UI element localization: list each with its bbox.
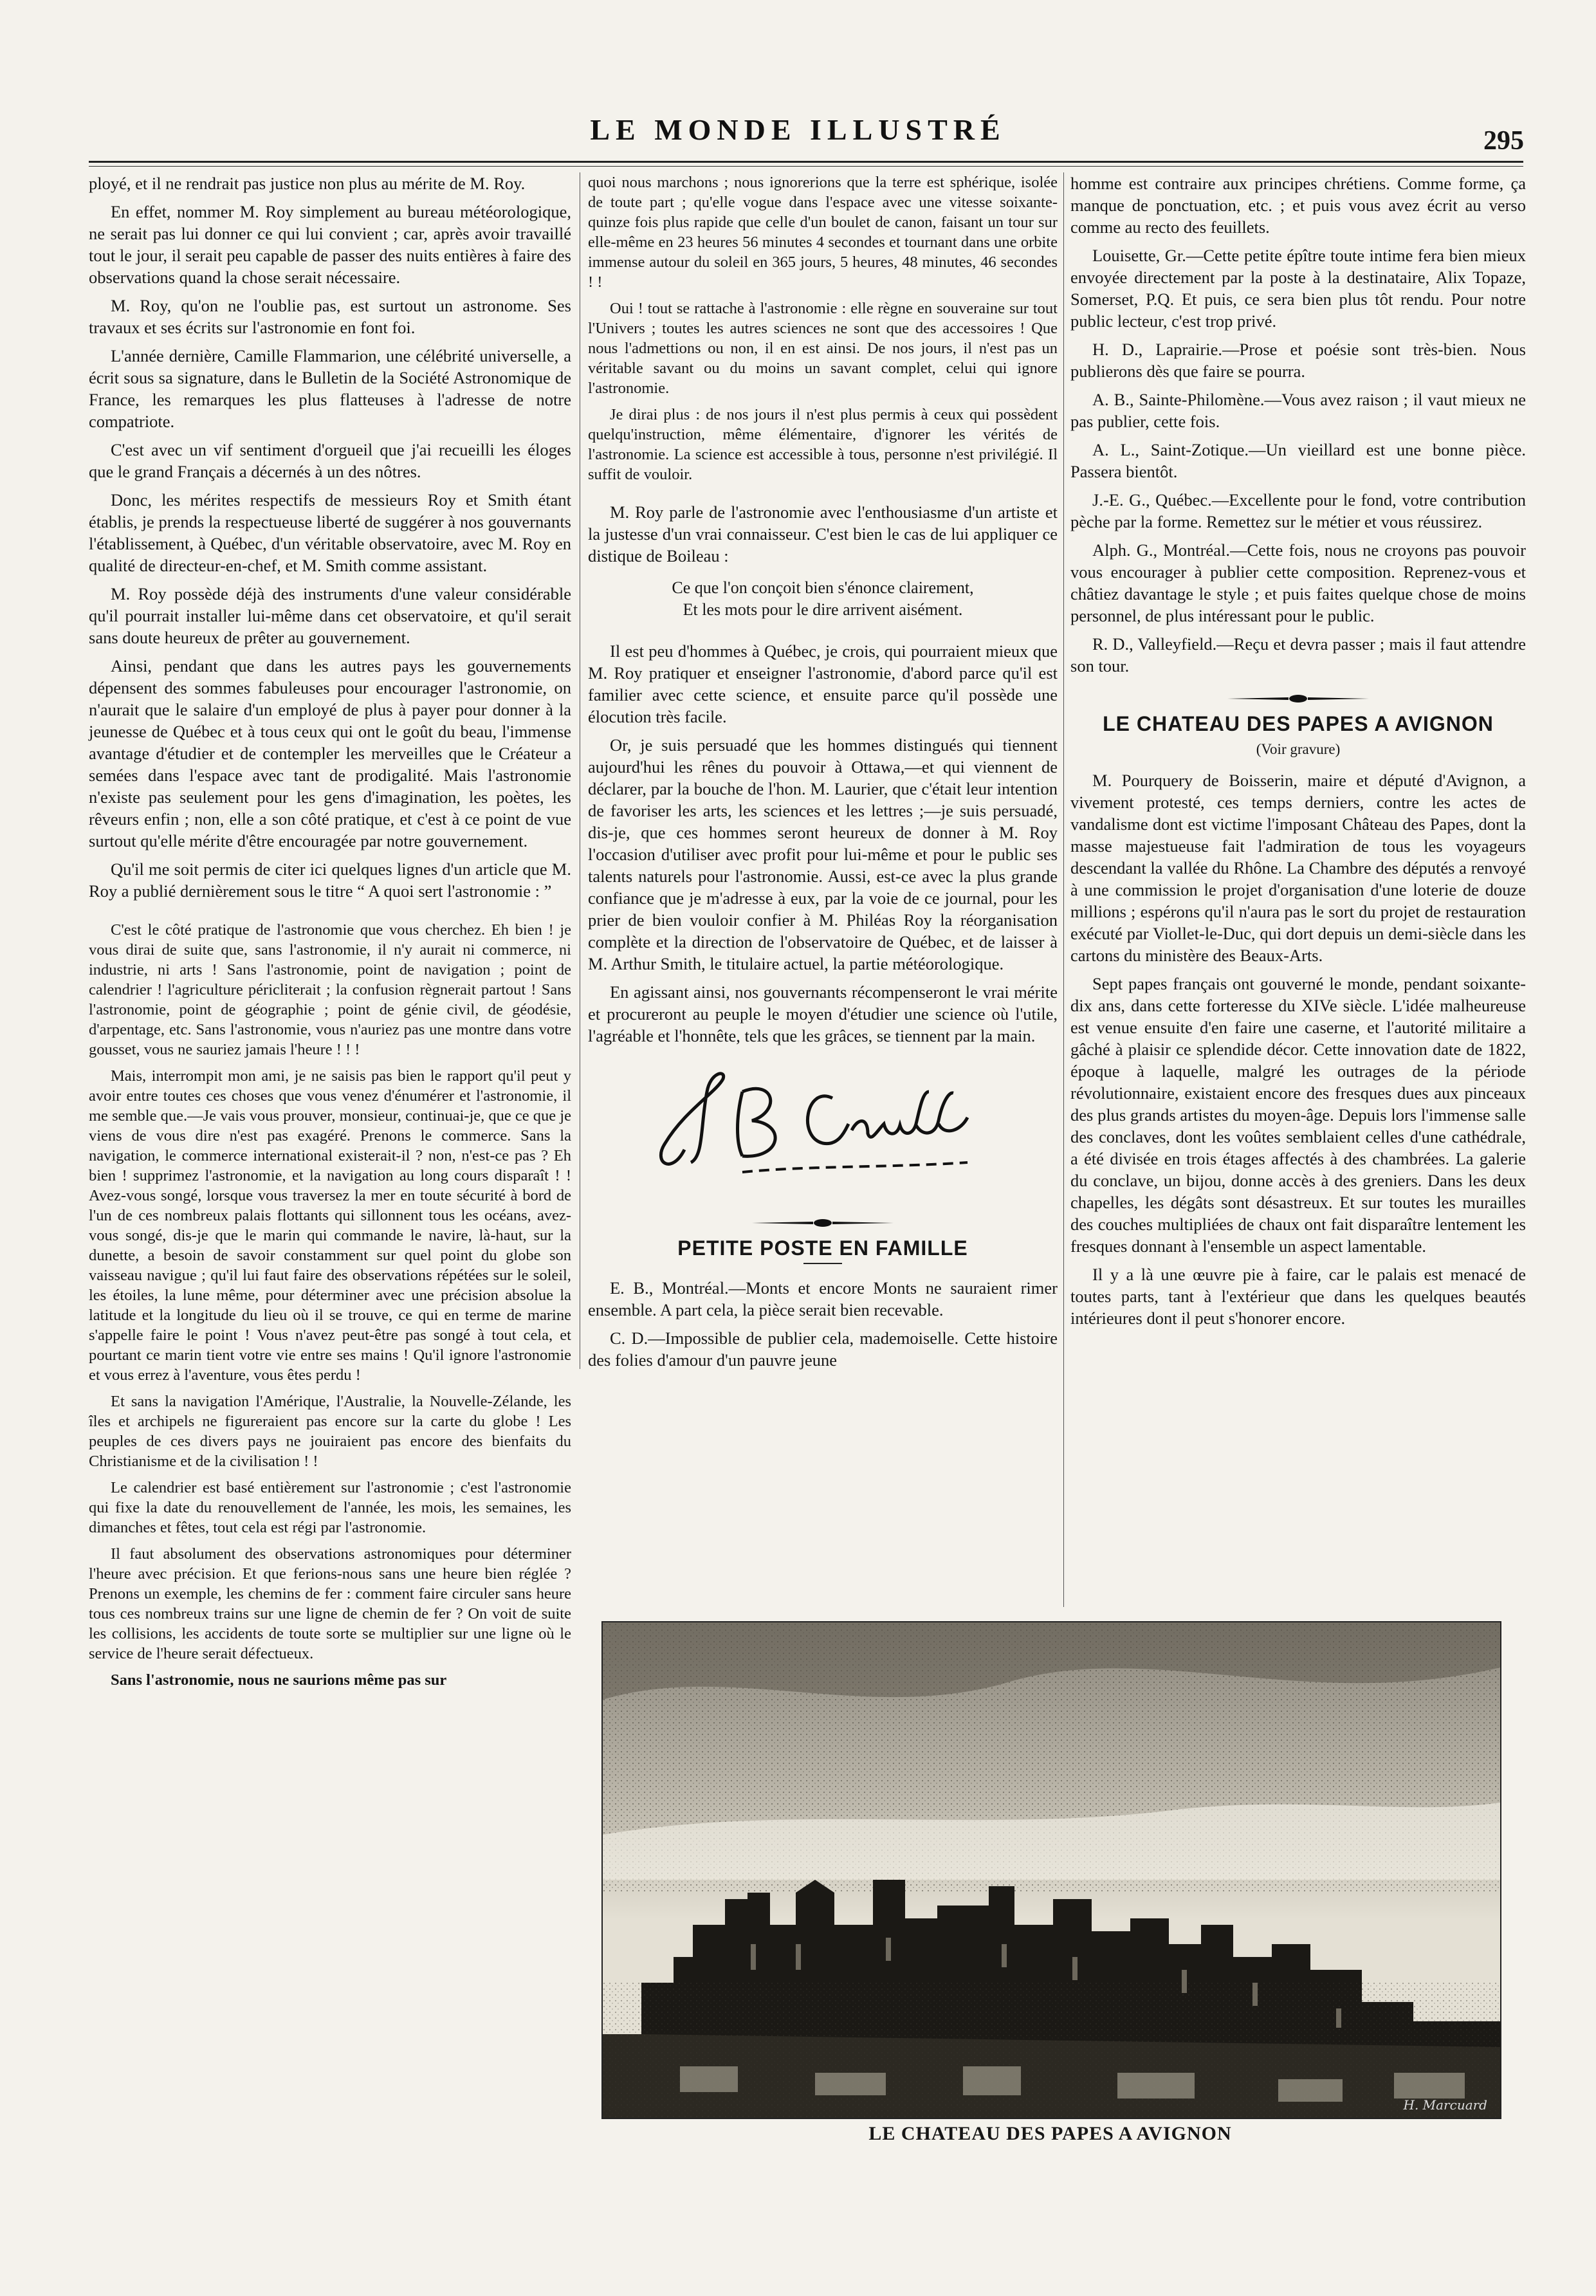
quoted-paragraph: quoi nous marchons ; nous ignorerions que la terre est sphérique, isolée de toute part ; qu'elle vogue dans l'espace avec une vitesse soixante-quinze fois plus rapide que celle d'un boulet de canon, faisant un tour sur elle-même en 23 heures 56 minutes 4 secondes et tournant dans une orbite immense autour du soleil en 365 jours, 5 heures, 48 minutes, 46 secondes ! ! bbox=[588, 174, 1058, 291]
author-signature bbox=[588, 1053, 1058, 1201]
paragraph: Or, je suis persuadé que les hommes distingués qui tiennent aujourd'hui les rênes du pouvoir à Ottawa,—et qui viennent de déclarer, par la bouche de l'hon. M. Laurier, que c'était leur intention de favoriser les arts, les sciences et les lettres ;—je suis persuadé, dis-je, que ces hommes seront heureux de donner à M. Roy l'occasion d'utiliser avec profit pour lui-même et pour le public ses talents naturels pour l'astronomie. Aussi, est-ce avec la plus grande confiance que je m'adresse à eux, par la voie de ce journal, pour les prier de bien vouloir confier à M. Philéas Roy la réorganisation complète et la direction de l'observatoire de Québec, et de laisser à M. Arthur Smith, le titulaire actuel, la partie météorologique. bbox=[588, 735, 1058, 973]
section-title: LE CHATEAU DES PAPES A AVIGNON bbox=[1103, 712, 1494, 735]
paragraph: M. Roy parle de l'astronomie avec l'enthousiasme d'un artiste et la justesse d'un vrai connaisseur. C'est bien le cas de lui appliquer ce distique de Boileau : bbox=[588, 502, 1058, 565]
figure-caption: LE CHATEAU DES PAPES A AVIGNON bbox=[868, 2123, 1232, 2144]
paragraph: L'année dernière, Camille Flammarion, une célébrité universelle, a écrit sous sa signature, dans le Bulletin de la Société Astronomique de France, les remarques les plus flatteuses à l'adresse de notre compatriote. bbox=[89, 346, 571, 431]
letter-entry: C. D.—Impossible de publier cela, mademoiselle. Cette histoire des folies d'amour d'un pauvre jeune bbox=[588, 1328, 1058, 1370]
quoted-paragraph: Mais, interrompit mon ami, je ne saisis pas bien le rapport qu'il peut y avoir entre toutes ces choses que vous venez d'énumérer et l'astronomie, il me semble que.—Je vais vous prouver, monsieur, continuai-je, que ce que je viens de vous dire n'est pas exagéré. Prenons le commerce. Sans la navigation, le commerce international existerait-il ? non, n'est-ce pas ? Eh bien ! supprimez l'astronomie, et la navigation au long cours disparaît ! ! Avez-vous songé, lorsque vous traversez la mer en toute sécurité à bord de l'un de ces nombreux palais flottants qui sillonnent tous les océans, avez-vous songé, dis-je que le marin qui commande le navire, là-haut, sur la dunette, a besoin de savoir constamment sur quel point du globe son vaisseau navigue ; qu'il lui faut faire des observations répétées sur le soleil, les étoiles, la lune même, pour déterminer avec une précision absolue la latitude et la longitude du lieu où il se trouve, ce qui en terme de marine s'appelle faire le point ! Vous n'avez peut-être pas songé à tout cela, et pourtant ce marin tient votre vie entre ses mains ! Qu'il ignore l'astronomie et vous errez à l'aventure, vous êtes perdu ! bbox=[89, 1067, 571, 1384]
verse-line: Et les mots pour le dire arrivent aisément. bbox=[683, 600, 963, 619]
paragraph: M. Pourquery de Boisserin, maire et député d'Avignon, a vivement protesté, ces temps derniers, contre les actes de vandalisme dont est victime l'imposant Château des Papes, dont la masse majestueuse fait l'admiration de tous les voyageurs descendant la vallée du Rhône. La Chambre des députés a renvoyé à une commission le projet d'organisation d'une loterie de douze millions ; espérons qu'il n'aura pas le sort du projet de restauration exécuté par Viollet-le-Duc, qui dort depuis un demi-siècle dans les cartons du ministère des Beaux-Arts. bbox=[1070, 771, 1526, 965]
letter-entry: Louisette, Gr.—Cette petite épître toute intime fera bien mieux envoyée directement par la poste à la destinataire, Alix Topaze, Somerset, P.Q. Et puis, ce sera bien plus tôt rendu. Pour notre public lecteur, c'est trop privé. bbox=[1070, 246, 1526, 331]
artist-signature: H. Marcuard bbox=[1403, 2097, 1487, 2113]
engraving-chateau-des-papes bbox=[601, 1621, 1501, 2119]
quoted-paragraph: Et sans la navigation l'Amérique, l'Australie, la Nouvelle-Zélande, les îles et archipels ne figureraient pas encore sur la carte du globe ! Les peuples de ces divers pays ne jouiraient pas encore des bienfaits du Christianisme et de la civilisation ! ! bbox=[89, 1393, 571, 1470]
ornament-divider-icon bbox=[752, 1218, 894, 1228]
paragraph: M. Roy possède déjà des instruments d'une valeur considérable qu'il pourrait installer lui-même dans cet observatoire, et qu'il serait sans doute heureux de prêter au gouvernement. bbox=[89, 584, 571, 647]
paragraph: Sept papes français ont gouverné le monde, pendant soixante-dix ans, dans cette forteresse du XIVe siècle. L'idée malheureuse est venue ensuite d'en faire une caserne, et l'autorité militaire a gâché à plaisir ce splendide décor. Cette innovation date de 1822, époque à laquelle, malgré les outrages de la période révolutionnaire, existaient encore des fresques dues aux pinceaux des plus grands artistes du moyen-âge. Depuis lors l'immense salle des conclaves, dont les voûtes semblaient celles d'une cathédrale, a été divisée en trois étages affectés à des chambrées. La galerie du conclave, un bijou, donne accès à des greniers. Dans les deux chapelles, les dégâts sont désastreux. Et sur toutes les murailles des couches multipliées de chaux ont fait disparaître lentement les fresques donnant à l'ensemble un aspect lamentable. bbox=[1070, 974, 1526, 1256]
letter-entry: J.-E. G., Québec.—Excellente pour le fond, votre contribution pèche par la forme. Remettez sur le métier et vous réussirez. bbox=[1070, 490, 1526, 531]
section-title: PETITE POSTE EN FAMILLE bbox=[677, 1236, 968, 1260]
header-rule bbox=[89, 161, 1523, 163]
letter-entry: R. D., Valleyfield.—Reçu et devra passer ; mais il faut attendre son tour. bbox=[1070, 634, 1526, 675]
letter-entry: A. B., Sainte-Philomène.—Vous avez raison ; il vaut mieux ne pas publier, cette fois. bbox=[1070, 390, 1526, 431]
column-2 bbox=[588, 172, 1058, 1377]
ornament-divider-icon bbox=[1227, 693, 1369, 704]
page-number: 295 bbox=[1483, 126, 1524, 156]
paragraph: En effet, nommer M. Roy simplement au bureau météorologique, ne serait pas lui donner ce qui lui convient ; car, après avoir travaillé tout le jour, il serait peu capable de passer des nuits entières à faire des observations quand la chose serait nécessaire. bbox=[89, 202, 571, 287]
header-rule-thin bbox=[89, 166, 1523, 167]
column-divider bbox=[1063, 172, 1064, 1607]
letter-entry: homme est contraire aux principes chrétiens. Comme forme, ça manque de ponctuation, etc. ; et puis vous avez écrit au verso comme au recto des feuillets. bbox=[1070, 174, 1526, 237]
verse-line: Ce que l'on conçoit bien s'énonce clairement, bbox=[672, 578, 974, 597]
paragraph: Il y a là une œuvre pie à faire, car le palais est menacé de toutes parts, tant à l'extérieur que dans les quelques beautés intérieures dont il peut s'honorer encore. bbox=[1070, 1265, 1526, 1328]
signature-flourish-icon bbox=[646, 1053, 980, 1182]
title-rule bbox=[803, 1263, 842, 1264]
paragraph: Ainsi, pendant que dans les autres pays les gouvernements dépensent des sommes fabuleuses pour encourager l'astronomie, on n'aurait que le salaire d'un employé de plus à payer pour donner à la jeunesse de Québec et à tous ceux qui ont le goût du beau, l'immense avantage d'étudier et de contempler les merveilles que le Créateur a semées dans l'espace avec tant de prodigalité. Mais l'astronomie n'existe pas seulement pour les gens d'imagination, les poètes, les rêveurs enfin ; non, elle a son côté pratique, et c'est à ce point de vue surtout qu'elle mérite d'être encouragée par notre gouvernement. bbox=[89, 656, 571, 850]
paragraph: Qu'il me soit permis de citer ici quelques lignes d'un article que M. Roy a publié dernièrement sous le titre “ A quoi sert l'astronomie : ” bbox=[89, 859, 571, 901]
paragraph: M. Roy, qu'on ne l'oublie pas, est surtout un astronome. Ses travaux et ses écrits sur l'astronomie en font foi. bbox=[89, 296, 571, 337]
engraving-image bbox=[603, 1622, 1500, 2118]
masthead-title: LE MONDE ILLUSTRÉ bbox=[590, 113, 1006, 146]
column-1 bbox=[89, 172, 571, 2115]
column-3 bbox=[1070, 172, 1526, 1336]
quoted-paragraph: Je dirai plus : de nos jours il n'est plus permis à ceux qui possèdent quelqu'instruction, même élémentaire, d'ignorer les vérités de l'astronomie. La science est accessible à tous, personne n'est privilégié. Il suffit de vouloir. bbox=[588, 406, 1058, 483]
paragraph: Donc, les mérites respectifs de messieurs Roy et Smith étant établis, je prends la respectueuse liberté de suggérer à nos gouvernants l'établissement, à Québec, d'un véritable observatoire, avec M. Roy en qualité de directeur-en-chef, et M. Smith comme assistant. bbox=[89, 490, 571, 575]
paragraph: ployé, et il ne rendrait pas justice non plus au mérite de M. Roy. bbox=[89, 174, 526, 193]
letter-entry: E. B., Montréal.—Monts et encore Monts ne sauraient rimer ensemble. A part cela, la pièce serait bien recevable. bbox=[588, 1278, 1058, 1319]
paragraph: Il est peu d'hommes à Québec, je crois, qui pourraient mieux que M. Roy pratiquer et enseigner l'astronomie, d'abord parce qu'il est familier avec cette science, et ensuite parce qu'il possède une élocution très facile. bbox=[588, 641, 1058, 726]
letter-entry: Alph. G., Montréal.—Cette fois, nous ne croyons pas pouvoir vous encourager à publier cette composition. Reprenez-vous et châtiez davantage le style ; et puis faites quelque chose de moins personnel, de plus intéressant pour le public. bbox=[1070, 540, 1526, 625]
quoted-paragraph: Le calendrier est basé entièrement sur l'astronomie ; c'est l'astronomie qui fixe la date du renouvellement de l'année, les mois, les semaines, les dimanches et fêtes, tout cela est régi par l'astronomie. bbox=[89, 1479, 571, 1536]
quoted-paragraph: Il faut absolument des observations astronomiques pour déterminer l'heure avec précision. Et que ferions-nous sans une heure bien réglée ? Prenons un exemple, les chemins de fer : comment faire circuler sans heure tous ces nombreux trains sur une ligne de chemin de fer ? On voit de suite les collisions, les accidents de toute sorte se multiplier sur une ligne où le service de l'heure serait défectueux. bbox=[89, 1545, 571, 1662]
quoted-paragraph: Oui ! tout se rattache à l'astronomie : elle règne en souveraine sur tout l'Univers ; toutes les autres sciences ne sont que des accessoires ! Que nous l'admettions ou non, il en est ainsi. De nos jours, il n'est pas un véritable savant ou du moins un savant complet, celui qui ignore l'astronomie. bbox=[588, 300, 1058, 397]
section-subtitle: (Voir gravure) bbox=[1256, 741, 1341, 757]
quoted-paragraph: C'est le côté pratique de l'astronomie que vous cherchez. Eh bien ! je vous dirai de suite que, sans l'astronomie, il n'y aurait ni commerce, ni industrie, ni arts ! Sans l'astronomie, point de navigation ; point de calendrier ! l'agriculture péricliterait ; la confusion règnerait partout ! Sans l'astronomie, point de géographie ; point de génie civil, de géodésie, d'arpentage, etc. Sans l'astronomie, vous n'auriez pas une montre dans votre gousset, vous ne sauriez jamais l'heure ! ! ! bbox=[89, 921, 571, 1058]
letter-entry: H. D., Laprairie.—Prose et poésie sont très-bien. Nous publierons dès que faire se pourra. bbox=[1070, 340, 1526, 381]
verse-quote bbox=[588, 577, 1058, 621]
paragraph: C'est avec un vif sentiment d'orgueil que j'ai recueilli les éloges que le grand Français a décernés à un des nôtres. bbox=[89, 440, 571, 481]
quoted-paragraph: Sans l'astronomie, nous ne saurions même pas sur bbox=[111, 1671, 447, 1689]
letter-entry: A. L., Saint-Zotique.—Un vieillard est une bonne pièce. Passera bientôt. bbox=[1070, 440, 1526, 481]
paragraph: En agissant ainsi, nos gouvernants récompenseront le vrai mérite et procureront au peuple le moyen d'étudier une science où l'utile, l'agréable et l'honnête, tels que les grâces, se tiennent par la main. bbox=[588, 982, 1058, 1045]
